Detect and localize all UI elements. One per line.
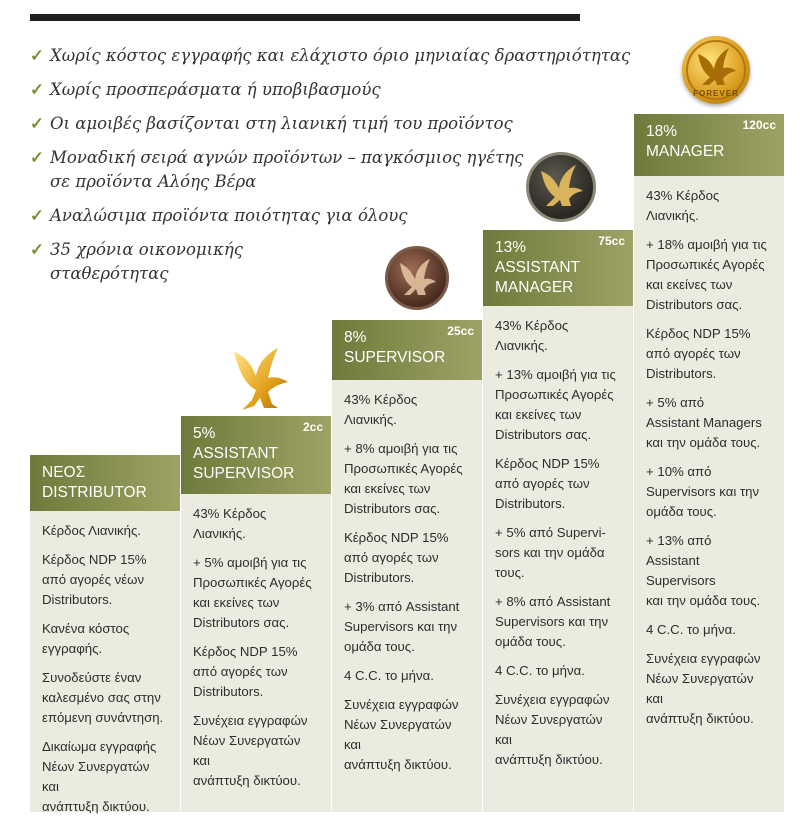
- level-title-line: MANAGER: [495, 279, 574, 296]
- level-benefit: Συνέχεια εγγραφών Νέων Συνεργατών και ανάπτυξη δικτύου.: [495, 692, 610, 767]
- level-benefit: 43% Κέρδος Λιανικής.: [495, 318, 569, 353]
- benefit-text: 35 χρόνια οικονομικής: [50, 240, 244, 259]
- level-benefit: + 8% από Assistant Supervisors και την ομάδα τους.: [495, 594, 611, 649]
- level-benefit: + 10% από Supervisors και την ομάδα τους.: [646, 464, 760, 519]
- level-benefit: 43% Κέρδος Λιανικής.: [646, 188, 720, 223]
- benefit-text: Μοναδική σειρά αγνών προϊόντων – παγκόσμιος ηγέτης: [50, 148, 524, 167]
- level-benefit: + 13% από Assistant Supervisors και την ομάδα τους.: [646, 533, 761, 608]
- level-title-line: DISTRIBUTOR: [42, 484, 147, 501]
- top-divider-bar: [30, 14, 580, 21]
- level-benefit: 4 C.C. το μήνα.: [646, 622, 736, 637]
- level-benefit: + 3% από Assistant Supervisors και την ομάδα τους.: [344, 599, 460, 654]
- benefit-text-continued: σε προϊόντα Αλόης Βέρα: [50, 172, 257, 191]
- check-icon: ✓: [30, 80, 44, 99]
- level-benefit: Συνοδεύστε έναν καλεσμένο σας στην επόμενη συνάντηση.: [42, 670, 164, 725]
- level-benefit: Δικαίωμα εγγραφής Νέων Συνεργατών και ανάπτυξη δικτύου.: [42, 739, 157, 814]
- level-benefit: + 5% από Assistant Managers και την ομάδα τους.: [646, 395, 762, 450]
- level-header: [332, 320, 482, 380]
- level-benefits: [332, 380, 482, 775]
- level-benefit: 43% Κέρδος Λιανικής.: [344, 392, 418, 427]
- benefit-text: Οι αμοιβές βασίζονται στη λιανική τιμή του προϊόντος: [50, 114, 513, 133]
- benefit-item: [30, 112, 630, 136]
- assistant-manager-medal-icon: [526, 152, 596, 222]
- supervisor-medal-icon: [385, 246, 449, 310]
- level-benefits: [483, 306, 633, 770]
- level-benefit: Κέρδος Λιανικής.: [42, 523, 141, 538]
- level-title-line: 13%: [495, 239, 527, 256]
- level-title-line: 8%: [344, 329, 367, 346]
- benefit-text: Χωρίς κόστος εγγραφής και ελάχιστο όριο μηνιαίας δραστηριότητας: [50, 46, 631, 65]
- benefit-item: [30, 44, 630, 68]
- level-title-line: 5%: [193, 425, 216, 442]
- level-benefit: 4 C.C. το μήνα.: [495, 663, 585, 678]
- level-benefits: [634, 176, 784, 729]
- level-benefit: Συνέχεια εγγραφών Νέων Συνεργατών και ανάπτυξη δικτύου.: [344, 697, 459, 772]
- level-title-line: ASSISTANT: [193, 445, 278, 462]
- level-benefit: Συνέχεια εγγραφών Νέων Συνεργατών και ανάπτυξη δικτύου.: [193, 713, 308, 788]
- level-title-line: 18%: [646, 123, 678, 140]
- level-title-line: MANAGER: [646, 143, 725, 160]
- level-cc-badge: 25cc: [447, 324, 474, 338]
- level-benefit: Κέρδος NDP 15% από αγορές νέων Distributors.: [42, 552, 147, 607]
- level-title-line: SUPERVISOR: [344, 349, 446, 366]
- level-title-line: ΝΕΟΣ: [42, 464, 86, 481]
- level-title-line: ASSISTANT: [495, 259, 580, 276]
- level-header: [634, 114, 784, 176]
- level-benefit: Κέρδος NDP 15% από αγορές των Distributors.: [646, 326, 751, 381]
- benefit-item: [30, 78, 630, 102]
- level-header: [483, 230, 633, 306]
- benefit-text: Χωρίς προσπεράσματα ή υποβιβασμούς: [50, 80, 381, 99]
- level-column-assistant-manager: [483, 230, 633, 812]
- level-benefit: + 8% αμοιβή για τις Προσωπικές Αγορές και εκείνες των Distributors σας.: [344, 441, 463, 516]
- level-cc-badge: 2cc: [302, 420, 323, 434]
- level-header: [181, 416, 331, 494]
- benefit-text: Αναλώσιμα προϊόντα ποιότητας για όλους: [50, 206, 408, 225]
- level-cc-badge: 120cc: [742, 118, 776, 132]
- level-benefits: [181, 494, 331, 791]
- benefit-text-continued: σταθερότητας: [50, 264, 169, 283]
- level-title-line: SUPERVISOR: [193, 465, 295, 482]
- level-benefit: + 5% από Supervi- sors και την ομάδα τους.: [495, 525, 606, 580]
- level-benefit: Κανένα κόστος εγγραφής.: [42, 621, 130, 656]
- level-benefit: Συνέχεια εγγραφών Νέων Συνεργατών και ανάπτυξη δικτύου.: [646, 651, 761, 726]
- level-benefit: + 13% αμοιβή για τις Προσωπικές Αγορές και εκείνες των Distributors σας.: [495, 367, 616, 442]
- level-column-manager: [634, 114, 784, 812]
- level-benefit: Κέρδος NDP 15% από αγορές των Distributors.: [344, 530, 449, 585]
- level-benefit: + 5% αμοιβή για τις Προσωπικές Αγορές και εκείνες των Distributors σας.: [193, 555, 312, 630]
- level-column-supervisor: [332, 320, 482, 812]
- level-benefit: Κέρδος NDP 15% από αγορές των Distributors.: [193, 644, 298, 699]
- gold-eagle-icon: [228, 346, 292, 414]
- level-benefits: [30, 511, 180, 817]
- level-column-new-distributor: [30, 455, 180, 812]
- check-icon: ✓: [30, 114, 44, 133]
- level-benefit: + 18% αμοιβή για τις Προσωπικές Αγορές και εκείνες των Distributors σας.: [646, 237, 767, 312]
- level-column-assistant-supervisor: [181, 416, 331, 812]
- forever-manager-medal-icon: [682, 36, 750, 104]
- level-header: [30, 455, 180, 511]
- check-icon: ✓: [30, 240, 44, 259]
- check-icon: ✓: [30, 46, 44, 65]
- level-benefit: 43% Κέρδος Λιανικής.: [193, 506, 267, 541]
- level-cc-badge: 75cc: [598, 234, 625, 248]
- level-benefit: 4 C.C. το μήνα.: [344, 668, 434, 683]
- check-icon: ✓: [30, 148, 44, 167]
- level-benefit: Κέρδος NDP 15% από αγορές των Distributors.: [495, 456, 600, 511]
- medal-brand-text: FOREVER: [693, 89, 739, 98]
- check-icon: ✓: [30, 206, 44, 225]
